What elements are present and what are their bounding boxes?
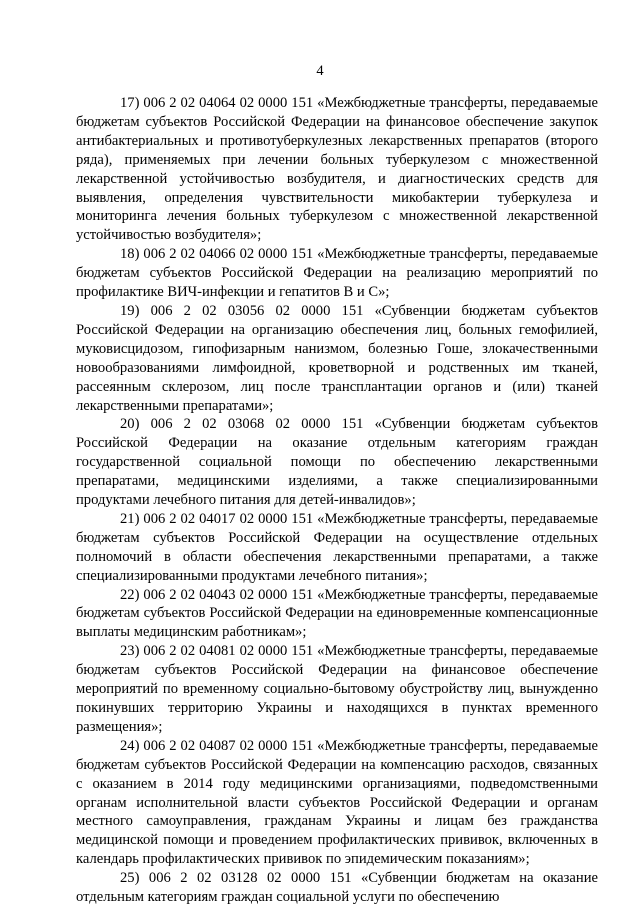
page-number: 4 xyxy=(316,63,324,79)
list-item: 23) 006 2 02 04081 02 0000 151 «Межбюджетные трансферты, передаваемые бюджетам субъектов Российской Федерации на финансовое обеспечение мероприятий по временному социально-бытовому обустройству лиц, вынужденно покинувших территорию Украины и находящихся в пунктах временного размещения»; xyxy=(76,643,598,735)
list-item: 17) 006 2 02 04064 02 0000 151 «Межбюджетные трансферты, передаваемые бюджетам субъектов Российской Федерации на финансовое обеспечение закупок антибактериальных и противотуберкулезных лекарственных препаратов (второго ряда), применяемых при лечении больных туберкулезом с множественной лекарственной устойчивостью возбудителя, и диагностических средств для выявления, определения чувствительности микобактерии туберкулеза и мониторинга лечения больных туберкулезом с множественной лекарственной устойчивостью возбудителя»; xyxy=(76,95,598,244)
document-body xyxy=(76,94,598,907)
list-item: 19) 006 2 02 03056 02 0000 151 «Субвенции бюджетам субъектов Российской Федерации на организацию обеспечения лиц, больных гемофилией, муковисцидозом, гипофизарным нанизмом, болезнью Гоше, злокачественными новообразованиями лимфоидной, кроветворной и родственных им тканей, рассеянным склерозом, лиц после трансплантации органов и (или) тканей лекарственными препаратами»; xyxy=(76,302,598,414)
list-item: 22) 006 2 02 04043 02 0000 151 «Межбюджетные трансферты, передаваемые бюджетам субъектов Российской Федерации на единовременные компенсационные выплаты медицинским работникам»; xyxy=(76,586,598,641)
list-item: 25) 006 2 02 03128 02 0000 151 «Субвенции бюджетам на оказание отдельным категориям граждан социальной услуги по обеспечению xyxy=(76,870,598,906)
list-item: 20) 006 2 02 03068 02 0000 151 «Субвенции бюджетам субъектов Российской Федерации на оказание отдельным категориям граждан государственной социальной помощи по обеспечению лекарственными препаратами, медицинскими изделиями, а также специализированными продуктами лечебного питания для детей-инвалидов»; xyxy=(76,416,598,509)
list-item: 24) 006 2 02 04087 02 0000 151 «Межбюджетные трансферты, передаваемые бюджетам субъектов Российской Федерации на компенсацию расходов, связанных с оказанием в 2014 году медицинскими организациями, подведомственными органам исполнительной власти субъектов Российской Федерации и органам местного самоуправления, гражданам Украины и лицам без гражданства медицинской помощи и проведением профилактических прививок, включенных в календарь профилактических прививок по эпидемическим показаниям»; xyxy=(76,737,598,868)
list-item: 18) 006 2 02 04066 02 0000 151 «Межбюджетные трансферты, передаваемые бюджетам субъектов Российской Федерации на реализацию мероприятий по профилактике ВИЧ-инфекции и гепатитов В и С»; xyxy=(76,246,598,301)
list-item: 21) 006 2 02 04017 02 0000 151 «Межбюджетные трансферты, передаваемые бюджетам субъектов Российской Федерации на осуществление отдельных полномочий в области обеспечения лекарственными препаратами, а также специализированными продуктами лечебного питания»; xyxy=(76,510,598,584)
